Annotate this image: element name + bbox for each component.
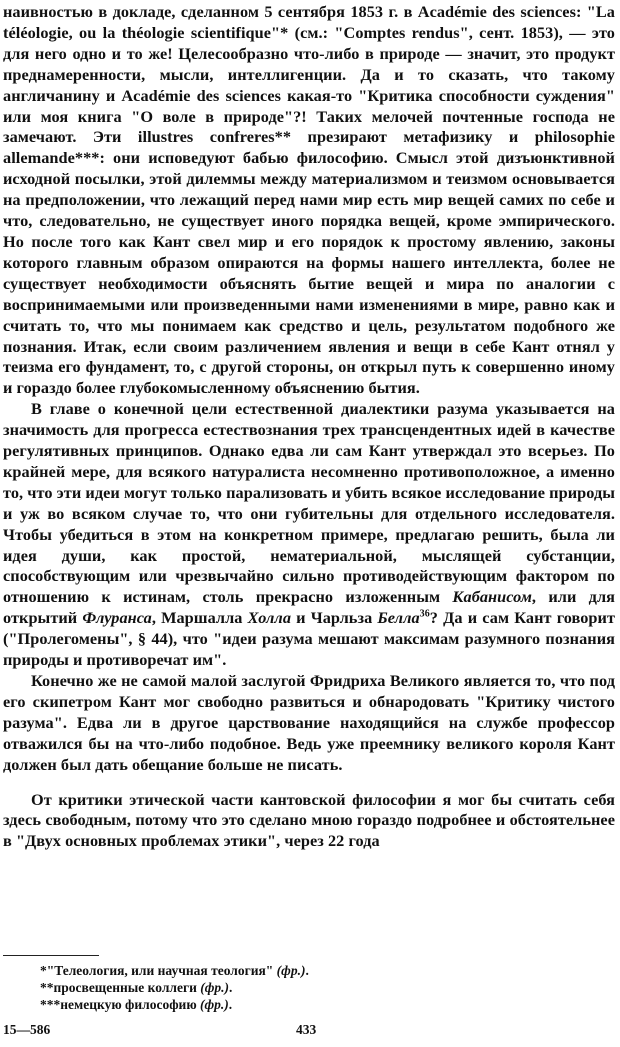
note-reference: 36 bbox=[419, 608, 430, 620]
footnote-text: "Телеология, или научная теология" bbox=[46, 963, 277, 978]
footnote-text: немецкую философию bbox=[60, 997, 201, 1012]
paragraph-2-text-mid1: , или для открытий bbox=[3, 587, 615, 628]
footnote-mark: *** bbox=[40, 997, 61, 1012]
paragraph-2 bbox=[3, 399, 615, 671]
page-number: 433 bbox=[296, 1022, 317, 1037]
main-text bbox=[3, 2, 615, 852]
name-bell: Белла bbox=[377, 608, 420, 628]
footnotes bbox=[40, 962, 600, 1013]
name-hall: Холла bbox=[247, 608, 292, 628]
footnote-end: . bbox=[305, 963, 309, 978]
paragraph-2-text-before: В главе о конечной цели естественной диалектики разума указывается на значимость для прогресса естествознания трех трансцендентных идей в качестве регулятивных принципов. Однако едва ли сам Кант утверждал это всерьез. По крайней мере, для всякого натуралиста несомненно противоположное, а именно то, что эти идеи могут только парализовать и убить всякое исследование природы и уж во всяком случае то, что они губительны для отдельного исследователя. Чтобы убедиться в этом на конкретном примере, предлагаю решить, была ли идея души, как простой, нематериальной, мыслящей субстанции, способствующим или чрезвычайно сильно противодействующим фактором по отношению к истинам, столь прекрасно изложенным bbox=[3, 399, 615, 607]
paragraph-2-text-mid2: , Маршалла bbox=[151, 608, 248, 628]
footnote bbox=[40, 996, 600, 1013]
paragraph-1: наивностью в докладе, сделанном 5 сентября 1853 г. в Académie des sciences: "La téléologie, ou la théologie scientifique"* (см.: "Comptes rendus", сент. 1853), — это для него одно и то же! Целесообразно что-либо в природе — значит, это продукт преднамеренности, мысли, интеллигенции. Да и то сказать, что такому англичанину и Académie des sciences какая-то "Критика способности суждения" или моя книга "О воле в природе"?! Таких мелочей почтенные господа не замечают. Эти illustres confreres** презирают метафизику и philosophie allemande***: они исповедуют бабью философию. Смысл этой дизъюнктивной исходной посылки, этой дилеммы между материализмом и теизмом основывается на предположении, что лежащий перед нами мир есть мир вещей самих по себе и что, следовательно, не существует иного порядка вещей, кроме эмпирического. Но после того как Кант свел мир и его порядок к простому явлению, законы которого главным образом опираются на формы нашего интеллекта, более не существует необходимости объяснять бытие вещей и мира по аналогии с воспринимаемыми или произведенными нами изменениями в мире, равно как и считать то, что мы понимаем как средство и цель, результатом подобного же познания. Итак, если своим различением явления и вещи в себе Кант отнял у теизма его фундамент, то, с другой стороны, он открыл путь к совершенно иному и гораздо более глубокомысленному объяснению бытия. bbox=[3, 2, 615, 398]
footnote bbox=[40, 979, 600, 996]
footnote-end: . bbox=[229, 980, 233, 995]
footnote-divider bbox=[3, 955, 99, 956]
footnote-lang: (фр.) bbox=[200, 997, 229, 1012]
footnote bbox=[40, 962, 600, 979]
name-flourens: Флуранса bbox=[82, 608, 152, 628]
footnote-mark: ** bbox=[40, 980, 54, 995]
footnote-lang: (фр.) bbox=[200, 980, 230, 995]
page-footer bbox=[3, 1022, 613, 1042]
paragraph-3: Конечно же не самой малой заслугой Фридриха Великого является то, что под его скипетром Кант мог свободно развиться и обнародовать "Критику чистого разума". Едва ли в другое царствование находящийся на службе профессор отважился бы на что-либо подобное. Ведь уже преемнику великого короля Кант должен был дать обещание больше не писать. bbox=[3, 671, 615, 774]
printer-signature: 15—586 bbox=[3, 1022, 51, 1037]
paragraph-2-text-mid3: и Чарльза bbox=[291, 608, 378, 628]
footnote-text: просвещенные коллеги bbox=[53, 980, 201, 995]
footnote-lang: (фр.) bbox=[276, 963, 306, 978]
name-cabanis: Кабанисом bbox=[452, 587, 532, 607]
paragraph-4: От критики этической части кантовской философии я мог бы считать себя здесь свободным, потому что это сделано мною гораздо подробнее и обстоятельнее в "Двух основных проблемах этики", через 22 года bbox=[3, 789, 615, 851]
paragraph-2-text-after: ? Да и сам Кант говорит ("Пролегомены", § 44), что "идеи разума мешают максимам разумного познания природы и противоречат им". bbox=[3, 608, 616, 670]
footnote-end: . bbox=[228, 997, 233, 1012]
footnote-mark: * bbox=[40, 963, 47, 978]
